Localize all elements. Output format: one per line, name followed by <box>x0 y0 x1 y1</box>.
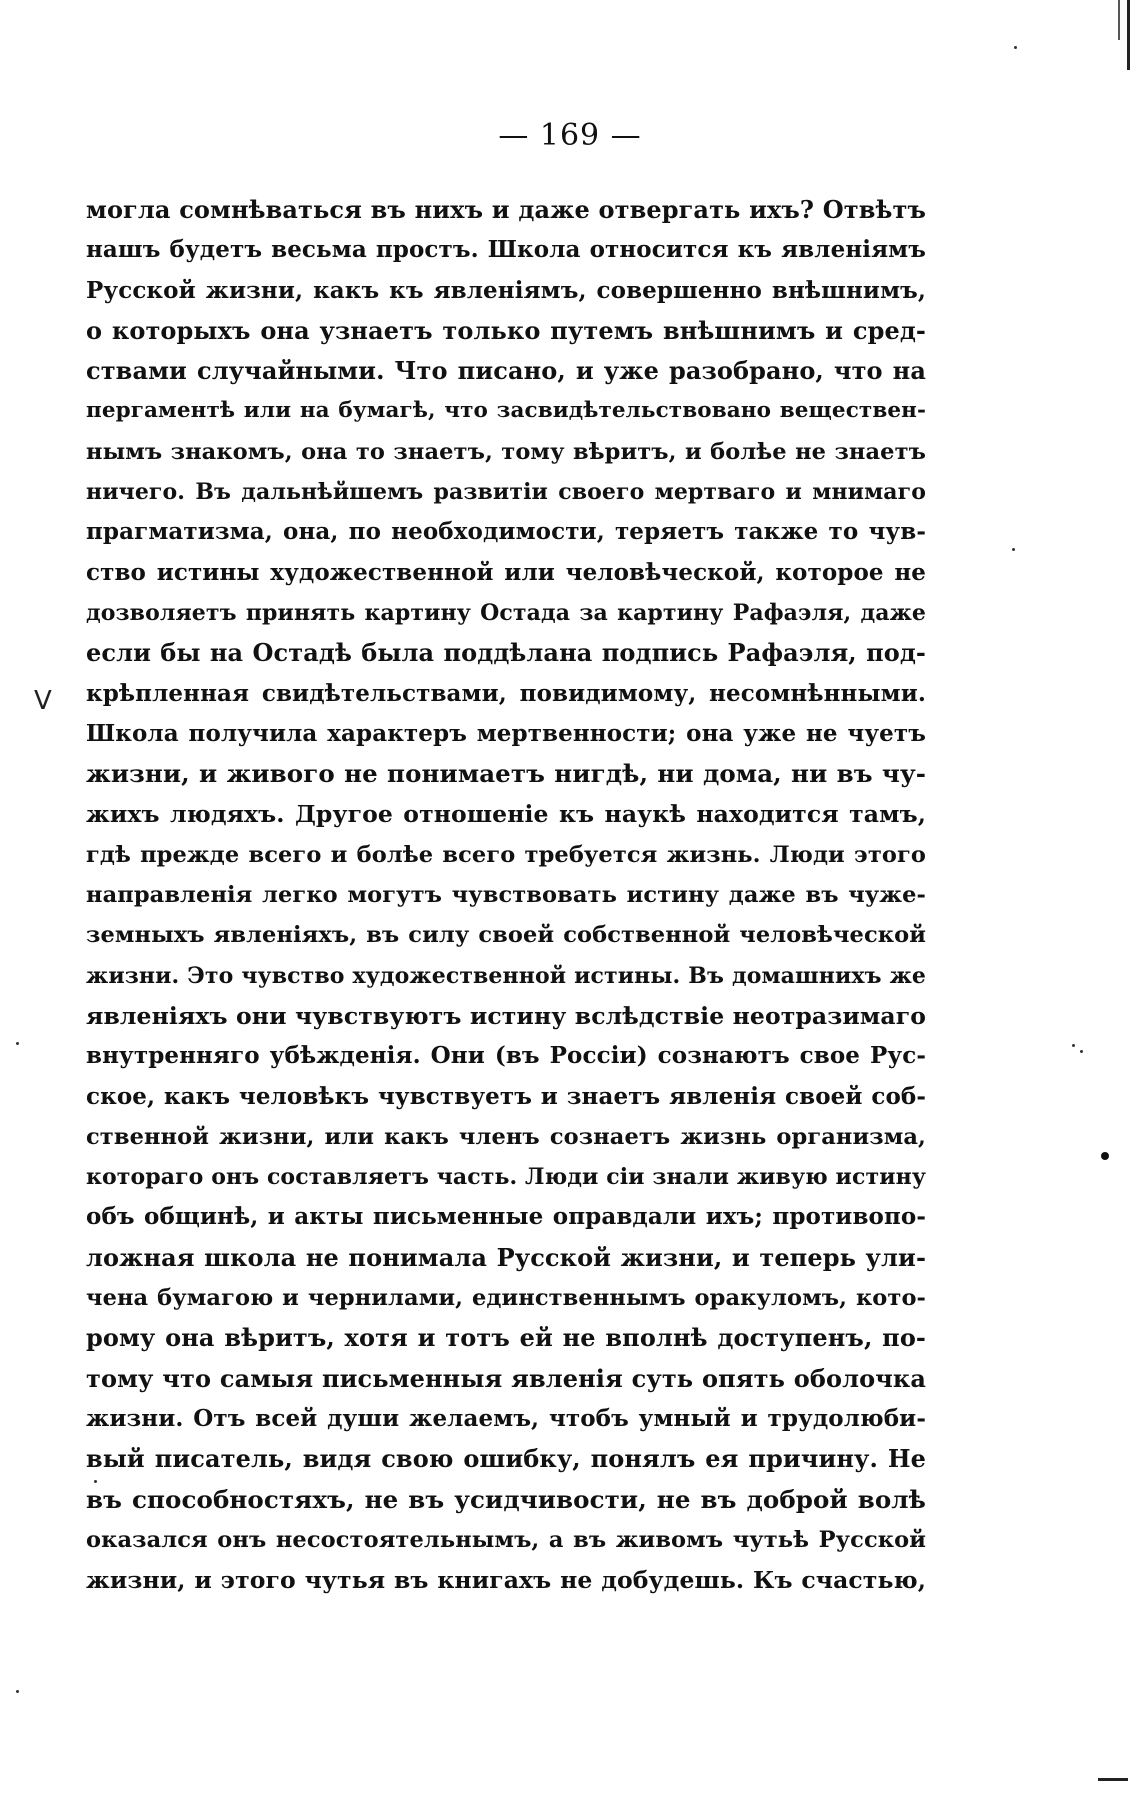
text-line: ствами случайными. Что писано, и уже разобрано, что на <box>86 356 926 386</box>
scan-speck <box>1014 46 1017 49</box>
text-line: могла сомнѣваться въ нихъ и даже отвергать ихъ? Отвѣтъ <box>86 195 926 224</box>
text-line: вый писатель, видя свою ошибку, понялъ ея причину. Не <box>86 1444 926 1474</box>
scan-edge-dash <box>1098 1778 1128 1781</box>
text-line: внутренняго убѣжденія. Они (въ Россіи) сознаютъ свое Рус- <box>86 1042 926 1070</box>
text-line: о которыхъ она узнаетъ только путемъ внѣшнимъ и сред- <box>86 315 926 345</box>
scan-speck <box>16 1042 19 1045</box>
text-line: Школа получила характеръ мертвенности; она уже не чуетъ <box>86 719 926 747</box>
text-line: нымъ знакомъ, она то знаетъ, тому вѣритъ, и болѣе не знаетъ <box>86 438 926 465</box>
text-line: ственной жизни, или какъ членъ сознаетъ жизнь организма, <box>86 1123 926 1150</box>
text-line: явленіяхъ они чувствуютъ истину вслѣдствіе неотразимаго <box>86 1001 926 1030</box>
text-line: направленія легко могутъ чувствовать истину даже въ чуже- <box>86 882 926 909</box>
text-line: ство истины художественной или человѣческой, которое не <box>86 558 926 586</box>
margin-mark: V <box>34 686 52 716</box>
text-line: тому что самыя письменныя явленія суть опять оболочка <box>86 1363 926 1393</box>
scan-edge-line <box>1127 0 1130 70</box>
text-line: жихъ людяхъ. Другое отношеніе къ наукѣ находится тамъ, <box>86 800 926 829</box>
text-line: гдѣ прежде всего и болѣе всего требуется жизнь. Люди этого <box>86 841 926 868</box>
scan-speck <box>94 1480 97 1483</box>
text-line: въ способностяхъ, не въ усидчивости, не въ доброй волѣ <box>86 1484 926 1514</box>
text-line: ское, какъ человѣкъ чувствуетъ и знаетъ явленія своей соб- <box>86 1082 926 1110</box>
scan-speck <box>1101 1152 1109 1160</box>
text-line: жизни, и этого чутья въ книгахъ не добудешь. Къ счастью, <box>86 1566 926 1595</box>
text-line: прагматизма, она, по необходимости, теряетъ также то чув- <box>86 518 926 546</box>
scan-speck <box>1072 1044 1075 1047</box>
text-line: жизни. Это чувство художественной истины. Въ домашнихъ же <box>86 962 926 989</box>
scan-edge-line-secondary <box>1118 0 1120 40</box>
scan-speck <box>1012 548 1015 551</box>
text-line: земныхъ явленіяхъ, въ силу своей собственной человѣческой <box>86 922 926 949</box>
text-line: рому она вѣритъ, хотя и тотъ ей не вполнѣ доступенъ, по- <box>86 1323 926 1353</box>
text-line: жизни. Отъ всей души желаемъ, чтобъ умный и трудолюби- <box>86 1404 926 1432</box>
text-line: оказался онъ несостоятельнымъ, а въ живомъ чутьѣ Русской <box>86 1526 926 1553</box>
text-line: Русской жизни, какъ къ явленіямъ, совершенно внѣшнимъ, <box>86 276 926 304</box>
text-line: чена бумагою и чернилами, единственнымъ оракуломъ, кото- <box>86 1285 926 1312</box>
text-line: если бы на Остадѣ была поддѣлана подпись Рафаэля, под- <box>86 638 926 668</box>
scan-speck <box>16 1690 19 1693</box>
text-line: котораго онъ составляетъ часть. Люди сіи знали живую истину <box>86 1164 926 1191</box>
text-line: пергаментѣ или на бумагѣ, что засвидѣтельствовано веществен- <box>86 398 926 424</box>
text-line: ничего. Въ дальнѣйшемъ развитіи своего мертваго и мнимаго <box>86 479 926 506</box>
text-line: объ общинѣ, и акты письменные оправдали ихъ; противопо- <box>86 1203 926 1231</box>
page-number: — 169 — <box>498 118 642 153</box>
scan-speck <box>1080 1050 1083 1053</box>
body-text <box>86 190 926 1600</box>
text-line: жизни, и живого не понимаетъ нигдѣ, ни дома, ни въ чу- <box>86 759 926 789</box>
text-line: нашъ будетъ весьма простъ. Школа относится къ явленіямъ <box>86 236 926 264</box>
text-line: крѣпленная свидѣтельствами, повидимому, несомнѣнными. <box>86 679 926 707</box>
text-line: ложная школа не понимала Русской жизни, и теперь ули- <box>86 1242 926 1272</box>
text-line: дозволяетъ принять картину Остада за картину Рафаэля, даже <box>86 599 926 626</box>
